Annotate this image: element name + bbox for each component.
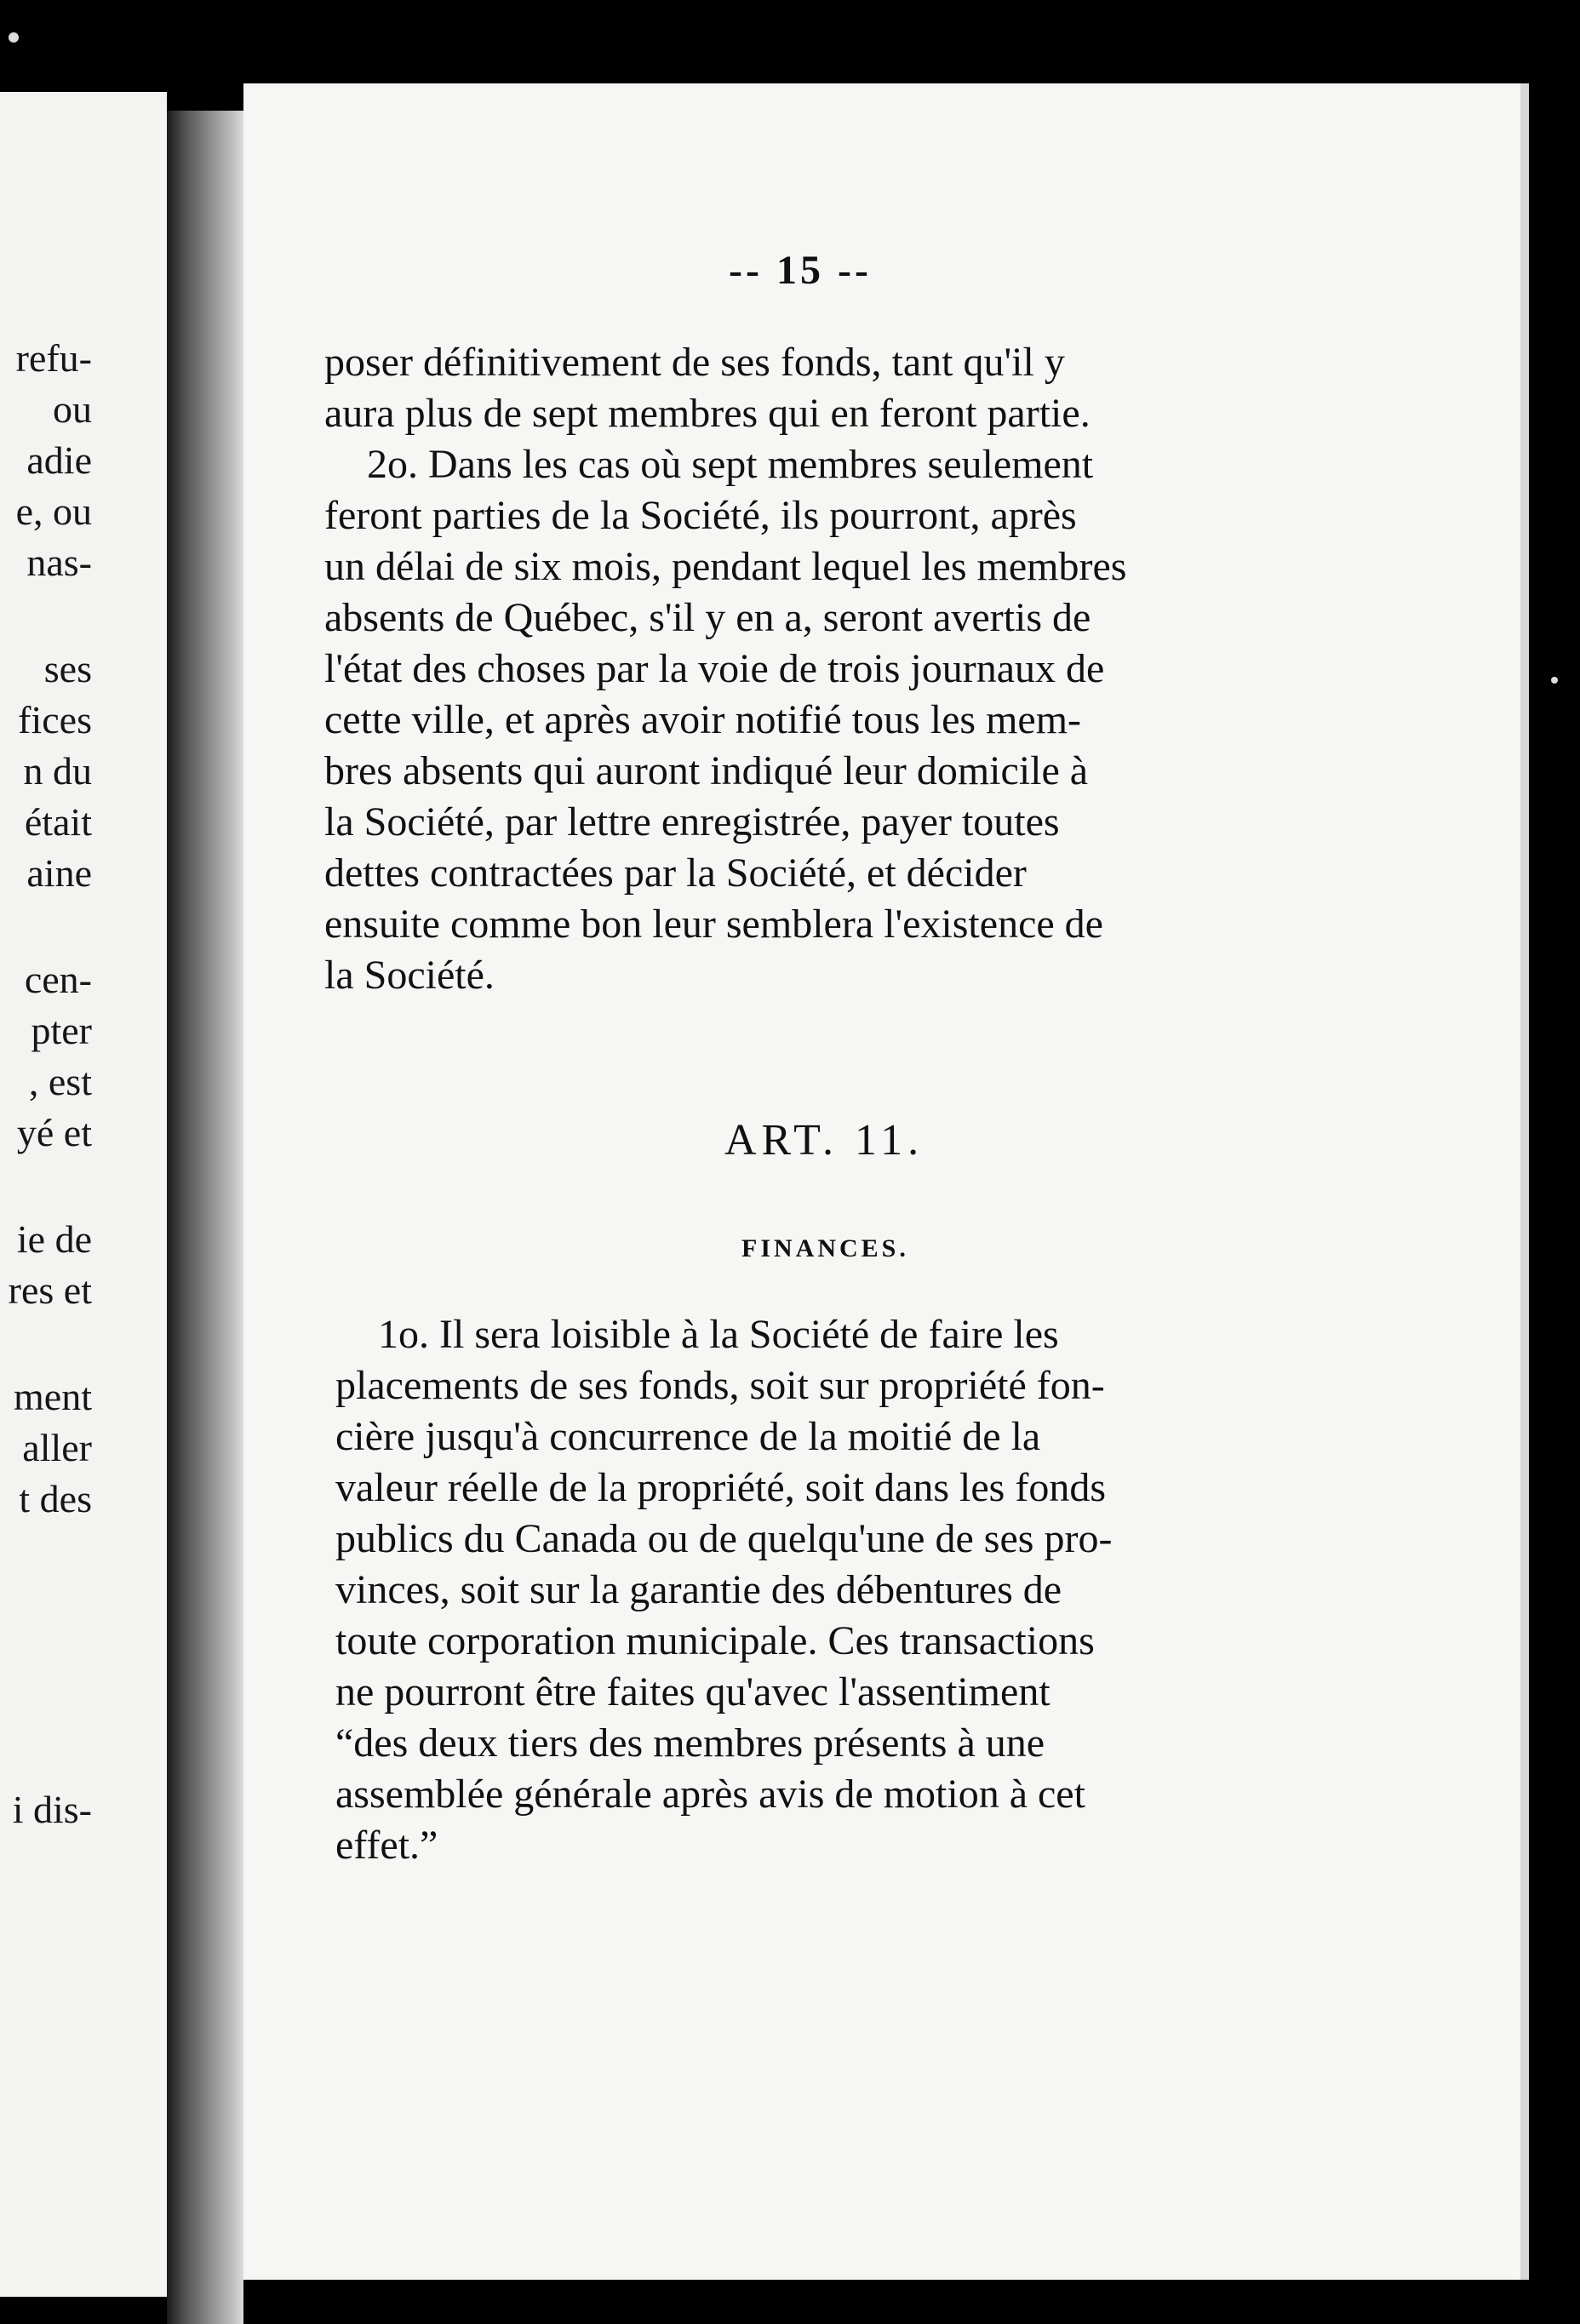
text-line: poser définitivement de ses fonds, tant qu'il y xyxy=(324,340,1065,385)
left-text-fragment: ie de xyxy=(16,1217,92,1261)
text-line: valeur réelle de la propriété, soit dans les fonds xyxy=(335,1465,1107,1510)
text-line: ensuite comme bon leur semblera l'existence de xyxy=(324,902,1103,947)
text-line: 2o. Dans les cas où sept membres seulement xyxy=(367,442,1094,487)
left-text-fragment: yé et xyxy=(16,1111,92,1154)
text-line: assemblée générale après avis de motion à cet xyxy=(335,1772,1085,1817)
text-line: l'état des choses par la voie de trois journaux de xyxy=(324,646,1105,691)
left-text-fragment: aine xyxy=(26,851,92,895)
left-text-fragment: cen- xyxy=(24,958,92,1001)
text-line: aura plus de sept membres qui en feront partie. xyxy=(324,391,1091,436)
text-line: placements de ses fonds, soit sur propriété fon- xyxy=(335,1363,1105,1408)
book-gutter xyxy=(167,111,243,2324)
left-text-fragment: adie xyxy=(26,438,92,482)
left-text-fragment: i dis- xyxy=(12,1788,92,1831)
text-line: un délai de six mois, pendant lequel les membres xyxy=(324,544,1127,589)
article-heading: ART. 11. xyxy=(724,1116,925,1165)
section-heading: FINANCES. xyxy=(741,1234,909,1262)
left-text-fragment: fices xyxy=(18,698,92,741)
left-text-fragment: refu- xyxy=(15,336,92,380)
left-text-fragment: e, ou xyxy=(15,489,92,533)
right-page xyxy=(243,83,1529,2280)
left-text-fragment: ses xyxy=(43,647,92,690)
text-line: dettes contractées par la Société, et décider xyxy=(324,850,1027,896)
left-text-fragment: ou xyxy=(53,387,92,431)
scan-speck xyxy=(1551,677,1558,684)
left-text-fragment: n du xyxy=(23,749,92,793)
left-text-fragment: res et xyxy=(8,1268,92,1312)
text-line: effet.” xyxy=(335,1823,438,1868)
page-number: -- 15 -- xyxy=(729,248,872,293)
left-text-fragment: aller xyxy=(22,1426,92,1469)
text-line: ne pourront être faites qu'avec l'assentiment xyxy=(335,1669,1050,1714)
text-line: feront parties de la Société, ils pourront, après xyxy=(324,493,1077,538)
text-line: toute corporation municipale. Ces transactions xyxy=(335,1618,1095,1663)
text-line: “des deux tiers des membres présents à une xyxy=(335,1720,1045,1766)
left-text-fragment: pter xyxy=(31,1009,92,1052)
text-line: 1o. Il sera loisible à la Société de faire les xyxy=(378,1312,1059,1357)
scan-speck xyxy=(9,32,19,43)
left-text-fragment: , est xyxy=(28,1060,92,1103)
text-line: bres absents qui auront indiqué leur domicile à xyxy=(324,748,1089,793)
text-line: cière jusqu'à concurrence de la moitié de la xyxy=(335,1414,1041,1459)
text-line: la Société, par lettre enregistrée, payer toutes xyxy=(324,799,1060,844)
left-text-fragment: nas- xyxy=(26,541,92,584)
text-line: la Société. xyxy=(324,953,495,998)
left-page-fragment xyxy=(0,92,167,2297)
left-text-fragment: ment xyxy=(14,1375,92,1418)
text-line: vinces, soit sur la garantie des débentures de xyxy=(335,1567,1062,1612)
left-text-fragment: était xyxy=(24,800,92,844)
left-text-fragment: t des xyxy=(19,1477,92,1520)
page-edge xyxy=(1520,83,1529,2280)
text-line: absents de Québec, s'il y en a, seront avertis de xyxy=(324,595,1091,640)
text-line: cette ville, et après avoir notifié tous les mem- xyxy=(324,697,1082,742)
text-line: publics du Canada ou de quelqu'une de ses pro- xyxy=(335,1516,1113,1561)
